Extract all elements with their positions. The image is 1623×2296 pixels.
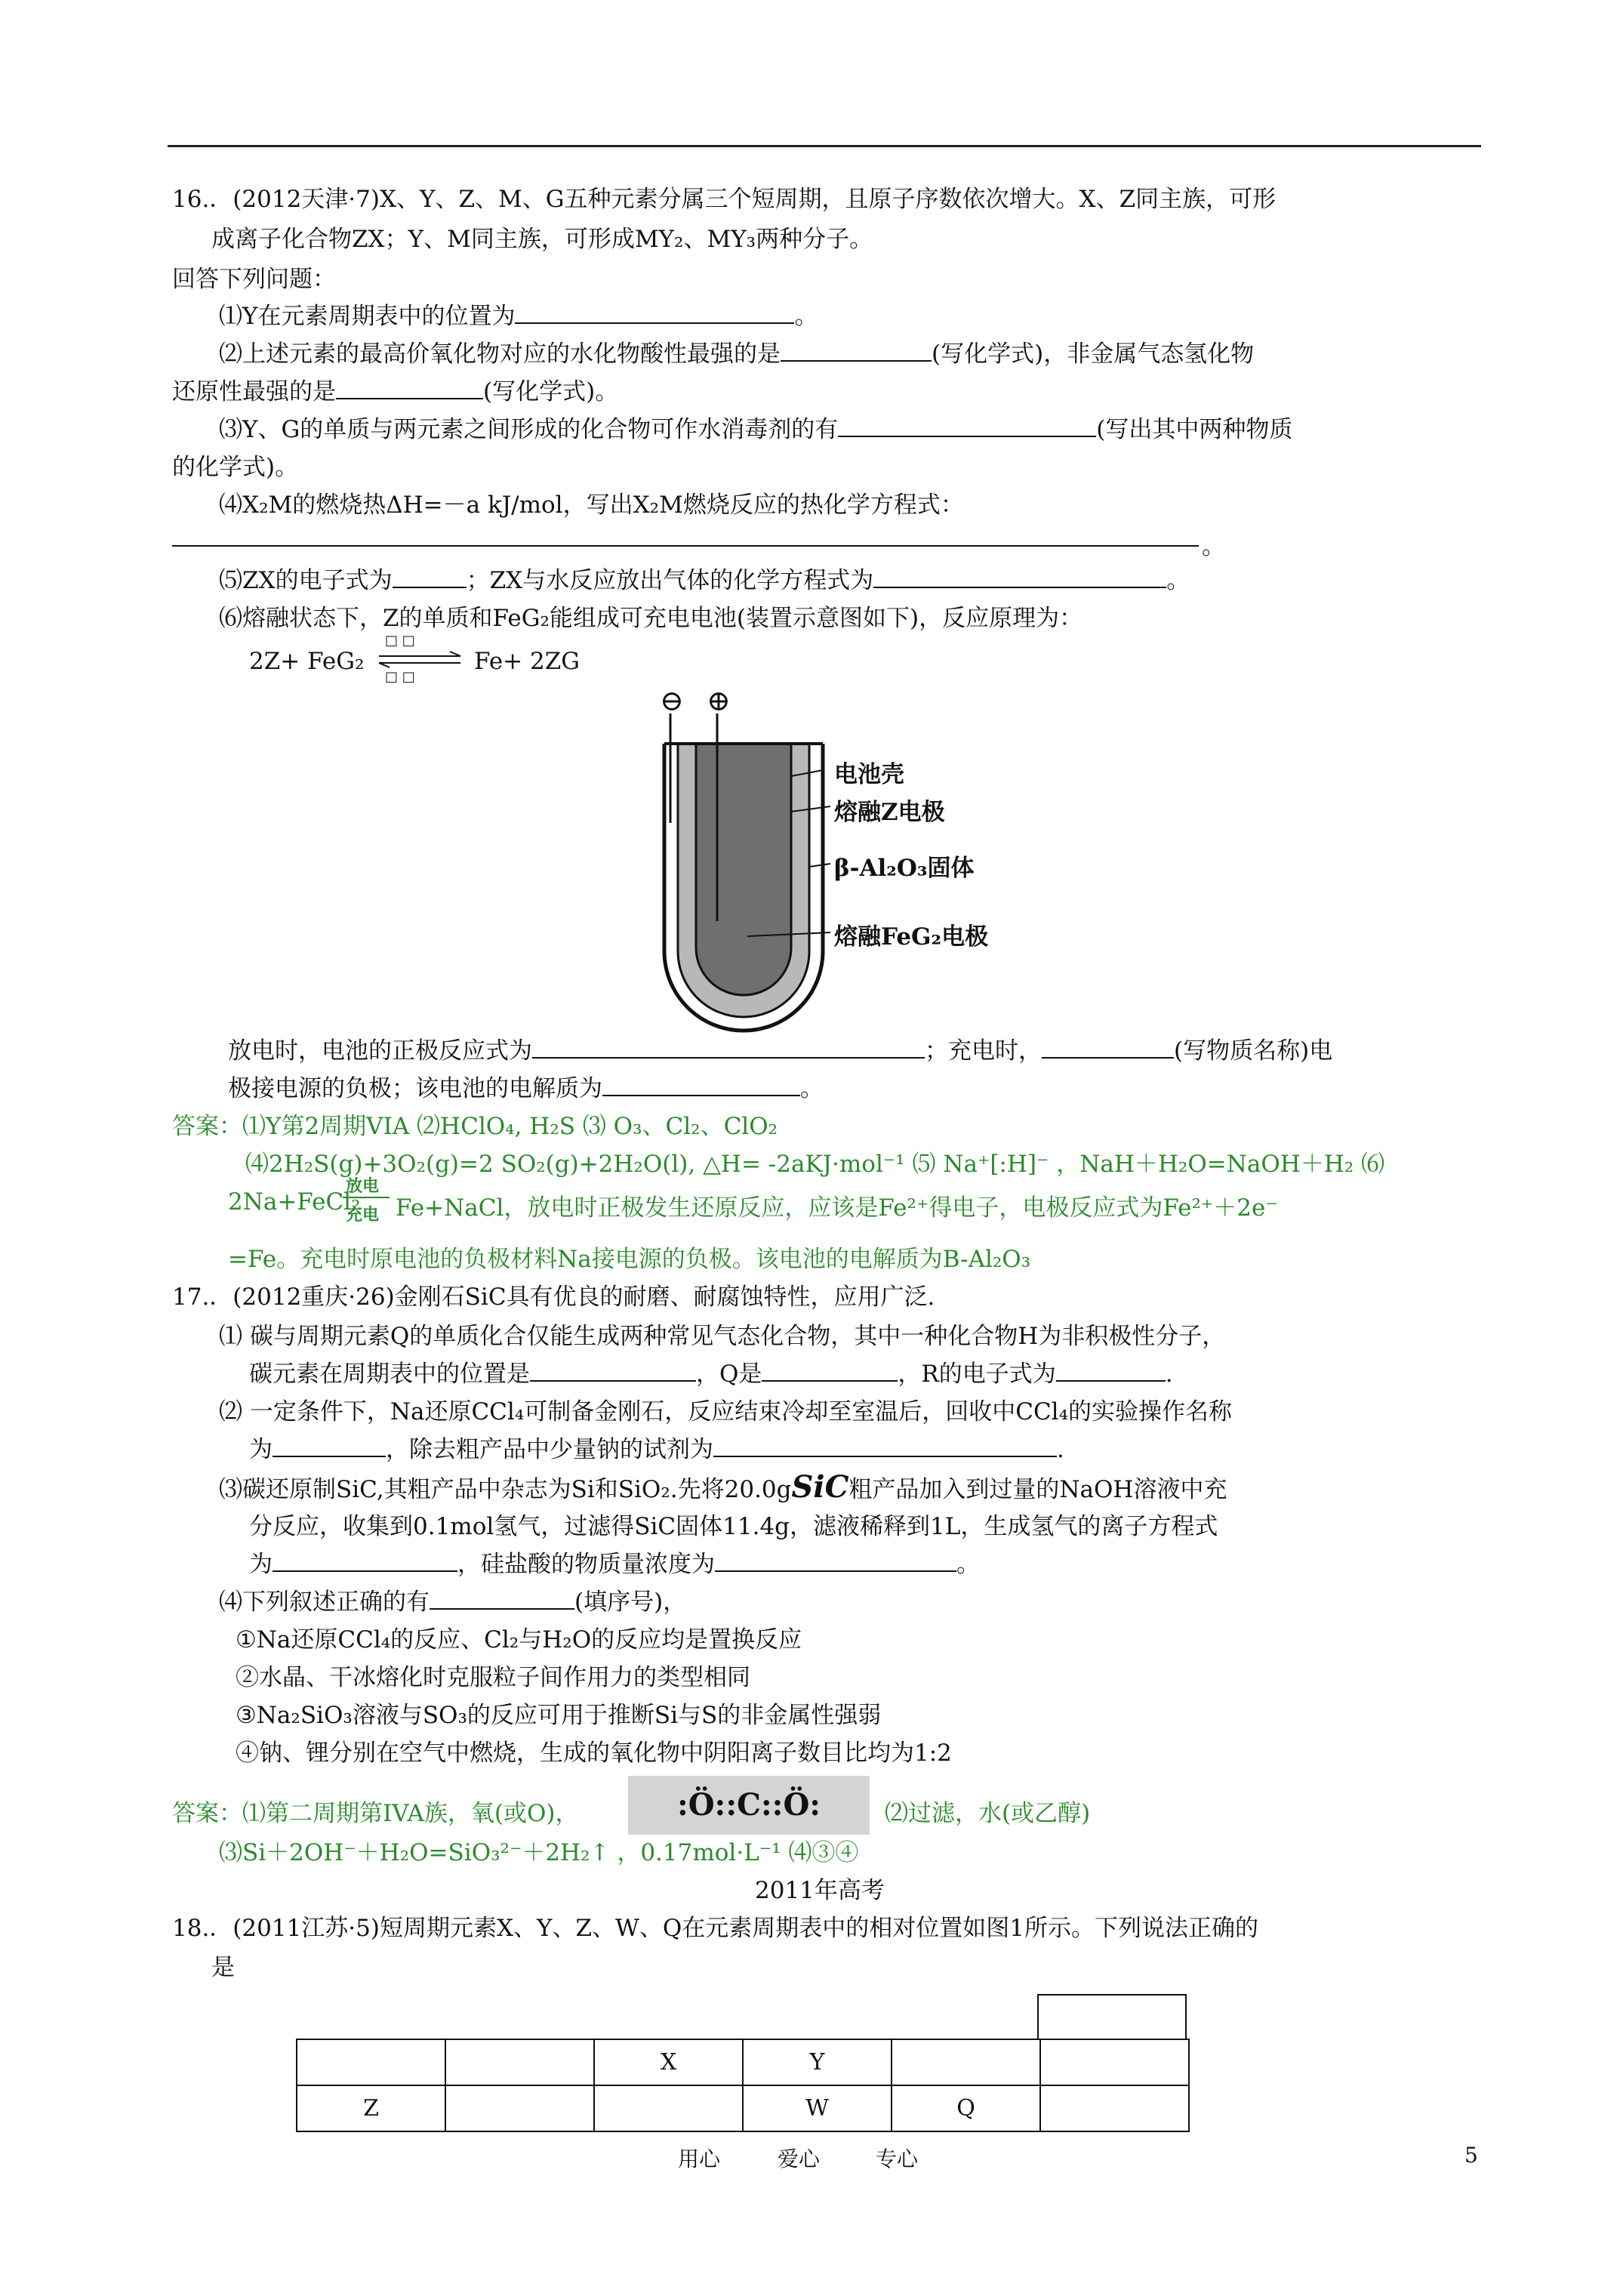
q17-answer-line1-b: ⑵过滤，水(或乙醇) [885,1800,1091,1827]
q17-part2-text2: ，除去粗产品中少量钠的试剂为 [386,1436,713,1463]
q16-part2-text2: (写化学式)，非金属气态氢化物 [932,341,1255,368]
q16-answer-line3-a: 2Na+FeCl₂ [228,1188,361,1216]
q16-part3 [219,410,1292,444]
q16-part4-blank [172,545,1199,547]
q16-answer-line4: =Fe。充电时原电池的负极材料Na接电源的负极。该电池的电解质为B-Al₂O₃ [228,1246,1031,1273]
q16-part4-end: 。 [1202,533,1225,560]
q16-part2-cont [172,372,618,406]
table-cell-x: X [594,2039,743,2085]
q17-part2-cont [249,1430,1064,1464]
q16-part1-text: ⑴Y在元素周期表中的位置为 [219,303,516,330]
battery-diagram [649,687,845,1034]
q17-part3-cont: 分反应，收集到0.1mol氢气，过滤得SiC固体11.4g，滤液稀释到1L，生成氢气的离子方程式 [249,1513,1218,1540]
q16-electrolyte-end: 。 [800,1075,824,1102]
q16-part2-text4: (写化学式)。 [483,378,619,405]
q17-part1: ⑴ 碳与周期元素Q的单质化合仅能生成两种常见气态化合物，其中一种化合物H为非积极性分子， [219,1323,1226,1350]
table-cell-z: Z [297,2085,445,2131]
q16-part1-blank [515,301,794,324]
q17-option1: ①Na还原CCl₄的反应、Cl₂与H₂O的反应均是置换反应 [236,1626,802,1653]
q16-line2: 成离子化合物ZX；Y、M同主族，可形成MY₂、MY₃两种分子。 [211,226,873,253]
q17-part2: ⑵ 一定条件下，Na还原CCl₄可制备金刚石，反应结束冷却至室温后，回收中CCl₄的实验操作名称 [219,1398,1233,1425]
q16-part6: ⑹熔融状态下，Z的单质和FeG₂能组成可充电电池(装置示意图如下)，反应原理为： [219,605,1083,632]
q17-part3-blank2 [715,1549,956,1572]
footer-text-2: 爱心 [778,2147,821,2171]
q17-part1-blank2 [762,1359,898,1382]
q16-eq-right: Fe+ 2ZG [474,648,581,675]
q18-line1: 18.．(2011江苏·5)短周期元素X、Y、Z、W、Q在元素周期表中的相对位置如图1所示。下列说法正确的 [172,1915,1259,1942]
q17-part4 [219,1583,686,1616]
table-cell [594,2085,743,2131]
q17-part1-cont [249,1354,1173,1388]
q18-line2: 是 [211,1954,235,1981]
q17-part3-blank1 [273,1549,457,1572]
q17-part1-text3: ，R的电子式为 [898,1361,1056,1388]
q16-answer-arrow [341,1193,391,1202]
q17-part3-sic: SiC [791,1469,849,1505]
q16-line1: 16.．(2012天津·7)X、Y、Z、M、G五种元素分属三个短周期，且原子序数依次增大。X、Z同主族，可形 [172,186,1277,213]
q16-eq-arrows [376,651,465,669]
q16-part1-end: 。 [794,303,818,330]
q16-eq-top: □ □ [385,633,415,649]
q16-electrolyte-text: 极接电源的负极；该电池的电解质为 [228,1075,602,1102]
table-cell [1040,2085,1189,2131]
q17-part1-blank1 [530,1359,696,1382]
z-electrode [696,744,791,995]
q17-part1-blank3 [1056,1359,1166,1382]
q16-part4: ⑷X₂M的燃烧热ΔH=－a kJ/mol，写出X₂M燃烧反应的热化学方程式： [219,492,964,519]
table-row [297,2085,1189,2131]
q16-answer-line2: ⑷2H₂S(g)+3O₂(g)=2 SO₂(g)+2H₂O(l), △H= -2aKJ·mol⁻¹ ⑸ Na⁺[:H]⁻ ，NaH＋H₂O=NaOH＋H₂ ⑹ [245,1151,1385,1178]
q16-answer-line3-b: Fe+NaCl，放电时正极发生还原反应，应该是Fe²⁺得电子，电极反应式为Fe²⁺＋2e⁻ [396,1194,1278,1222]
q17-part1-text: 碳元素在周期表中的位置是 [249,1361,530,1388]
q16-answer-discharge: 放电 [346,1176,380,1196]
q16-eq-bottom: □ □ [385,669,415,685]
q16-part2-blank2 [336,377,483,399]
q16-electrolyte-line [228,1069,824,1103]
q17-part2-text: 为 [249,1436,273,1463]
q16-part2-text: ⑵上述元素的最高价氧化物对应的水化物酸性最强的是 [219,341,781,368]
q16-discharge-blank2 [1042,1036,1174,1059]
q16-part2-blank1 [781,339,932,362]
q16-part3-text: ⑶Y、G的单质与两元素之间形成的化合物可作水消毒剂的有 [219,416,839,443]
q17-option4: ④钠、锂分别在空气中燃烧，生成的氧化物中阴阳离子数目比均为1:2 [236,1740,952,1767]
q16-part5-blank1 [393,566,467,588]
q16-discharge-text: 放电时，电池的正极反应式为 [228,1037,532,1065]
q17-part3-text2: 粗产品加入到过量的NaOH溶液中充 [848,1476,1227,1503]
q16-part3-blank [838,415,1096,437]
q17-part2-end: . [1057,1436,1064,1463]
q16-part3-cont: 的化学式)。 [172,454,299,481]
co2-electron-formula-image: :Ö::C::Ö: [628,1776,870,1835]
header-rule [168,145,1481,147]
label-beta-alumina: β-Al₂O₃固体 [834,855,975,882]
q17-part4-text2: (填序号)， [574,1589,687,1616]
label-molten-z: 熔融Z电极 [834,799,945,826]
q17-part1-end: . [1165,1361,1173,1388]
q16-eq-left: 2Z+ FeG₂ [249,648,365,675]
q17-part3 [219,1469,1227,1505]
q16-part2 [219,334,1254,368]
q16-discharge-text3: (写物质名称)电 [1174,1037,1333,1065]
q16-discharge-line [228,1031,1332,1065]
q17-part2-blank2 [713,1435,1057,1457]
q16-line3: 回答下列问题： [172,266,336,293]
label-molten-feg2: 熔融FeG₂电极 [834,923,989,951]
q17-part2-blank1 [273,1435,386,1457]
plus-terminal-icon: ⊕ [707,684,731,717]
q16-electrolyte-blank [602,1074,800,1096]
section-title: 2011年高考 [755,1877,885,1904]
q17-part3-cont2 [249,1545,980,1579]
footer-text-1: 用心 [678,2147,721,2171]
q17-option3: ③Na₂SiO₃溶液与SO₃的反应可用于推断Si与S的非金属性强弱 [236,1702,882,1729]
q17-part3-end: 。 [956,1551,980,1578]
q17-part3-text3: 为 [249,1551,273,1578]
q16-part2-text3: 还原性最强的是 [172,378,336,405]
table-cell [445,2039,594,2085]
footer-text-3: 专心 [876,2147,919,2171]
q16-part5-end: 。 [1166,567,1190,594]
table-cell-w: W [743,2085,892,2131]
q17-answer-line2: ⑶Si＋2OH⁻＋H₂O=SiO₃²⁻＋2H₂↑ ，0.17mol·L⁻¹ ⑷③④ [219,1839,859,1866]
q16-part5-text: ⑸ZX的电子式为 [219,567,393,594]
page-number: 5 [1464,2143,1478,2168]
q16-part1 [219,297,818,331]
q17-part4-blank [430,1587,574,1610]
q18-table-top-cell [1037,1994,1187,2040]
q17-part3-text: ⑶碳还原制SiC,其粗产品中杂志为Si和SiO₂.先将20.0g [219,1476,792,1503]
q17-option2: ②水晶、干冰熔化时克服粒子间作用力的类型相同 [236,1664,750,1691]
periodic-position-table [296,2039,1190,2132]
minus-terminal-icon: ⊖ [660,684,684,717]
table-cell-y: Y [743,2039,892,2085]
q16-part5-blank2 [873,566,1166,588]
q17-part3-text4: ，硅盐酸的物质量浓度为 [457,1551,715,1578]
q16-answer-line1: 答案：⑴Y第2周期VIA ⑵HClO₄, H₂S ⑶ O₃、Cl₂、ClO₂ [172,1113,778,1140]
table-cell [297,2039,445,2085]
q16-part3-text2: (写出其中两种物质 [1096,416,1293,443]
q16-answer-charge: 充电 [346,1205,380,1225]
label-battery-shell: 电池壳 [834,761,904,788]
q16-part5 [219,561,1190,595]
table-cell [445,2085,594,2131]
q17-part4-text: ⑷下列叙述正确的有 [219,1589,430,1616]
q17-line1: 17.．(2012重庆·26)金刚石SiC具有优良的耐磨、耐腐蚀特性，应用广泛. [172,1284,935,1311]
q17-part1-text2: ，Q是 [696,1361,762,1388]
q16-discharge-text2: ；充电时， [925,1037,1042,1065]
table-cell [892,2039,1040,2085]
q16-discharge-blank1 [532,1036,925,1059]
table-cell-q: Q [892,2085,1040,2131]
table-cell [1040,2039,1189,2085]
q16-part5-text2: ；ZX与水反应放出气体的化学方程式为 [466,567,874,594]
table-row [297,2039,1189,2085]
q17-answer-line1-a: 答案：⑴第二周期第IVA族，氧(或O)， [172,1800,579,1827]
